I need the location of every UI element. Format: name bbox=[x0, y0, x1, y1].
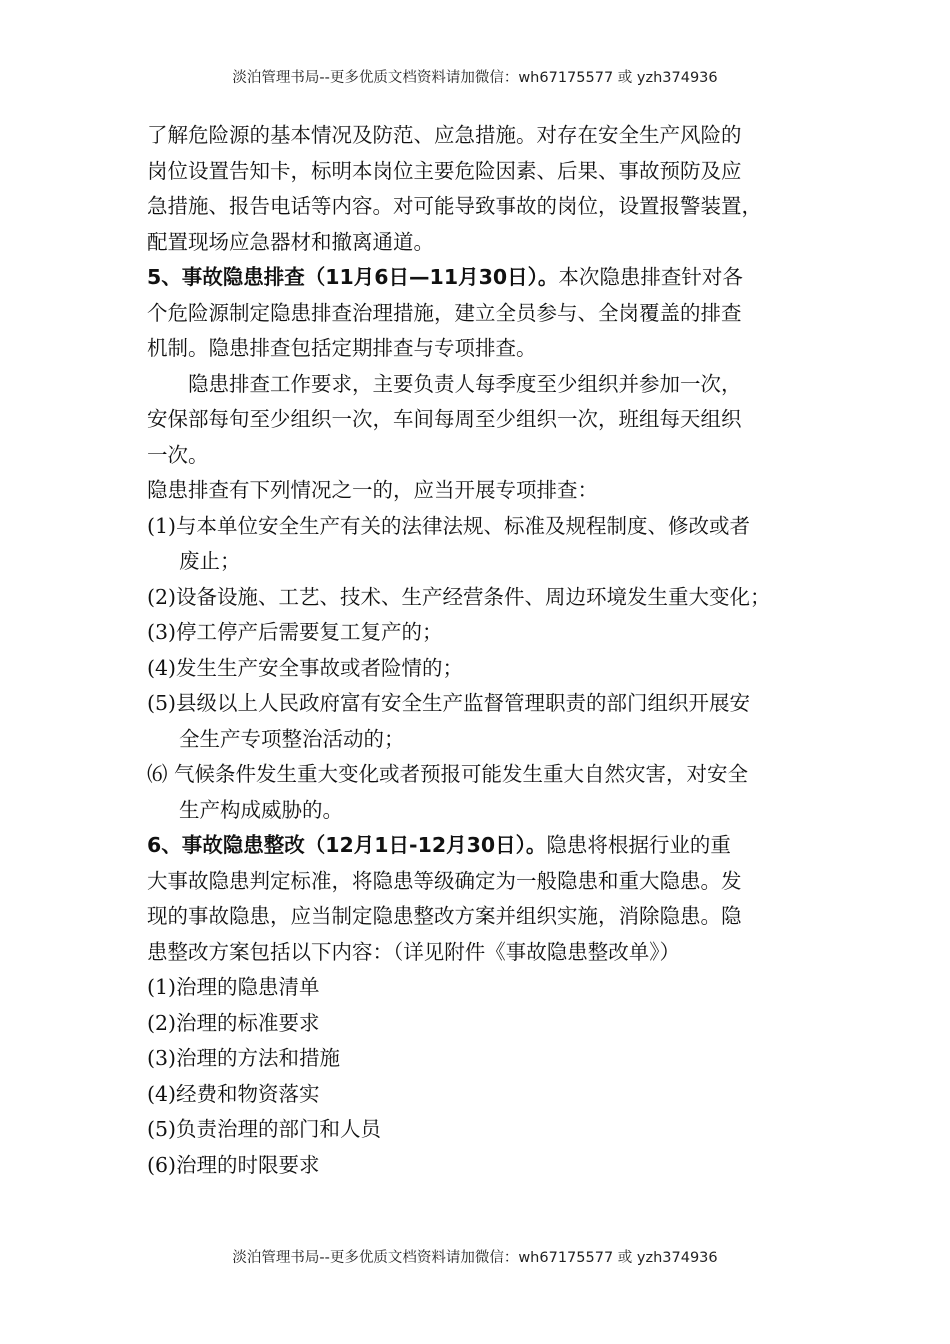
list-item: ⑹ 气候条件发生重大变化或者预报可能发生重大自然灾害，对安全 bbox=[147, 762, 749, 786]
paragraph-line: 急措施、报告电话等内容。对可能导致事故的岗位，设置报警装置， bbox=[147, 194, 762, 218]
paragraph-line: 配置现场应急器材和撤离通道。 bbox=[147, 229, 434, 254]
paragraph-line: 隐患排查工作要求，主要负责人每季度至少组织并参加一次， bbox=[188, 371, 742, 396]
section-5-first-line bbox=[147, 260, 815, 296]
section-6-first-line bbox=[147, 828, 815, 864]
section-5-heading: 5、事故隐患排查（11月6日—11月30日）。 bbox=[147, 265, 559, 289]
section-5-text: 本次隐患排查针对各 bbox=[558, 265, 743, 289]
list-item-continuation: 生产构成威胁的。 bbox=[179, 797, 343, 822]
list-item: (5)县级以上人民政府富有安全生产监督管理职责的部门组织开展安 bbox=[147, 691, 751, 715]
paragraph-line: 机制。隐患排查包括定期排查与专项排查。 bbox=[147, 336, 537, 360]
paragraph-line: 岗位设置告知卡，标明本岗位主要危险因素、后果、事故预防及应 bbox=[147, 158, 742, 183]
paragraph-line: 一次。 bbox=[147, 442, 209, 467]
list-item: (5)负责治理的部门和人员 bbox=[147, 1117, 382, 1141]
document-body bbox=[147, 118, 815, 1183]
paragraph-line: 安保部每旬至少组织一次，车间每周至少组织一次，班组每天组织 bbox=[147, 407, 742, 431]
list-item: (1)治理的隐患清单 bbox=[147, 975, 320, 999]
list-item: (1)与本单位安全生产有关的法律法规、标准及规程制度、修改或者 bbox=[147, 513, 751, 538]
paragraph-line: 大事故隐患判定标准，将隐患等级确定为一般隐患和重大隐患。发 bbox=[147, 868, 742, 893]
paragraph-line: 现的事故隐患，应当制定隐患整改方案并组织实施，消除隐患。隐 bbox=[147, 904, 742, 928]
list-item: (2)设备设施、工艺、技术、生产经营条件、周边环境发生重大变化； bbox=[147, 584, 771, 609]
list-item-continuation: 废止； bbox=[179, 549, 241, 573]
page-footer: 淡泊管理书局--更多优质文档资料请加微信：wh67175577 或 yzh374936 bbox=[232, 1250, 718, 1266]
list-item: (3)停工停产后需要复工复产的； bbox=[147, 620, 443, 644]
section-6-heading: 6、事故隐患整改（12月1日-12月30日）。 bbox=[147, 833, 547, 857]
list-item: (6)治理的时限要求 bbox=[147, 1152, 320, 1177]
list-item-continuation: 全生产专项整治活动的； bbox=[179, 726, 405, 751]
list-item: (2)治理的标准要求 bbox=[147, 1010, 320, 1035]
conditions-intro: 隐患排查有下列情况之一的，应当开展专项排查： bbox=[147, 478, 598, 502]
list-item: (3)治理的方法和措施 bbox=[147, 1046, 341, 1070]
section-6-text: 隐患将根据行业的重 bbox=[546, 833, 731, 857]
paragraph-line: 了解危险源的基本情况及防范、应急措施。对存在安全生产风险的 bbox=[147, 123, 742, 147]
paragraph-line: 个危险源制定隐患排查治理措施，建立全员参与、全岗覆盖的排查 bbox=[147, 300, 742, 325]
list-item: (4)发生生产安全事故或者险情的； bbox=[147, 655, 464, 680]
list-item: (4)经费和物资落实 bbox=[147, 1081, 320, 1106]
paragraph-line: 患整改方案包括以下内容：（详见附件《事故隐患整改单》） bbox=[147, 939, 680, 964]
page-header: 淡泊管理书局--更多优质文档资料请加微信：wh67175577 或 yzh374936 bbox=[232, 70, 718, 86]
